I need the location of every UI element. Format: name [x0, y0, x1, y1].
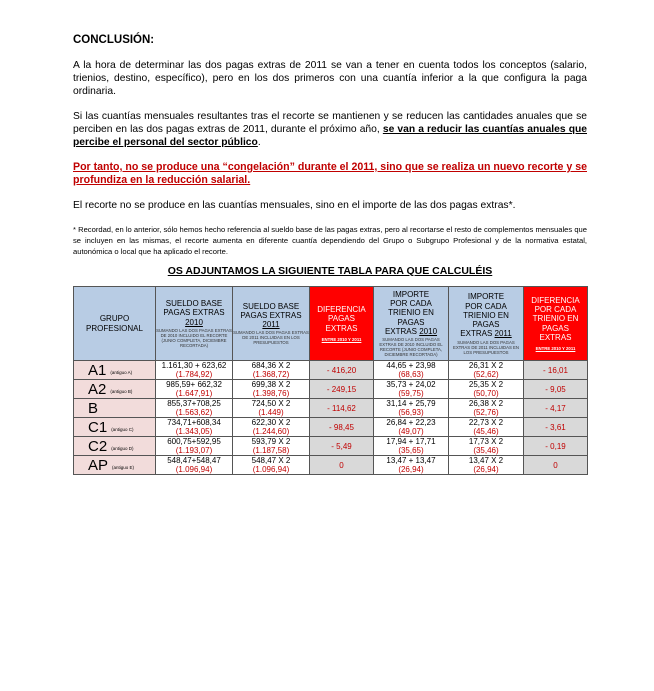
cell-trienio-2011	[449, 361, 524, 380]
header-diferencia	[310, 287, 374, 361]
table-row	[74, 418, 588, 437]
total: (1.244,60)	[252, 427, 290, 436]
header-subtext: ENTRE 2010 Y 2011	[321, 336, 362, 342]
paragraph-2-end: .	[257, 137, 261, 148]
cell-diferencia: - 98,45	[310, 418, 374, 437]
cell-diferencia-trienio: - 3,61	[524, 418, 588, 437]
cell-sueldo-2010	[156, 437, 233, 456]
value: 734,71+608,34	[167, 418, 221, 427]
total: (1.398,76)	[252, 389, 290, 398]
header-text: POR CADA	[534, 305, 577, 315]
cell-diferencia-trienio: 0	[524, 456, 588, 475]
header-text: PAGAS EXTRAS	[240, 310, 302, 320]
cell-diferencia: - 5,49	[310, 437, 374, 456]
header-text: DIFERENCIA	[317, 305, 366, 315]
value: 17,94 + 17,71	[386, 437, 436, 446]
cell-trienio-2010	[374, 399, 449, 418]
value: 1.161,30 + 623,62	[161, 361, 227, 370]
cell-trienio-2011	[449, 380, 524, 399]
header-text: IMPORTE	[392, 289, 430, 299]
group-name: B	[88, 399, 99, 417]
cell-diferencia: - 416,20	[310, 361, 374, 380]
total: (26,94)	[398, 465, 424, 474]
group-name: C1	[88, 418, 108, 436]
footnote: * Recordad, en lo anterior, sólo hemos hecho referencia al sueldo base de las pagas extras, pero al recortarse el resto de complementos mensuales que se incluyen en las mismas, el recorte aumenta en diferente cuantía dependiendo del Grupo o Subgrupo Profesional y de la normativa estatal, autonómica o local que ha aplicado el recorte.	[73, 225, 587, 256]
value: 35,73 + 24,02	[386, 380, 436, 389]
header-text: POR CADA	[465, 301, 507, 311]
value: 548,47+548,47	[167, 456, 221, 465]
value: 26,84 + 22,23	[386, 418, 436, 427]
group-former: (antiguo B)	[110, 388, 133, 394]
value: 44,65 + 23,98	[386, 361, 436, 370]
cell-diferencia: - 249,15	[310, 380, 374, 399]
paragraph-2-emphasis: se van a reducir las cuantías anuales que percibe el personal del sector público	[73, 124, 587, 148]
cell-sueldo-2011	[233, 437, 310, 456]
table-row	[74, 456, 588, 475]
header-text: PROFESIONAL	[86, 323, 143, 333]
cell-sueldo-2011	[233, 361, 310, 380]
group-former: (antiguo C)	[111, 426, 134, 432]
header-text: SUELDO BASE	[165, 299, 223, 309]
value: 31,14 + 25,79	[386, 399, 436, 408]
value: 855,37+708,25	[167, 399, 221, 408]
value: 684,36 X 2	[251, 361, 291, 370]
total: (1.187,58)	[252, 446, 290, 455]
value: 600,75+592,95	[167, 437, 221, 446]
value: 26,38 X 2	[468, 399, 504, 408]
header-text: PAGAS EXTRAS	[163, 308, 225, 318]
total: (52,76)	[473, 408, 499, 417]
table-title: OS ADJUNTAMOS LA SIGUIENTE TABLA PARA QUE CALCULÉIS	[167, 265, 493, 277]
cell-diferencia-trienio: - 0,19	[524, 437, 588, 456]
cell-trienio-2010	[374, 456, 449, 475]
cell-group	[74, 361, 156, 380]
conclusion-heading: CONCLUSIÓN:	[73, 34, 155, 46]
paragraph-4: El recorte no se produce en las cuantías mensuales, sino en el importe de las dos pagas extras*.	[73, 200, 516, 211]
header-text: TRIENIO EN	[463, 310, 509, 320]
total: (35,46)	[473, 446, 499, 455]
cell-diferencia: - 114,62	[310, 399, 374, 418]
cell-trienio-2011	[449, 399, 524, 418]
cell-group	[74, 456, 156, 475]
total: (26,94)	[473, 465, 499, 474]
header-subtext: SUMANDO LAS DOS PAGAS EXTRAS DE 2010 INCLUIDO EL RECORTE (JUNIO COMPLETA, DICIEMBRE RECORTADA)	[379, 337, 443, 357]
cell-sueldo-2011	[233, 418, 310, 437]
header-text: 2011	[494, 329, 512, 339]
value: 17,73 X 2	[468, 437, 504, 446]
cell-trienio-2011	[449, 437, 524, 456]
value: 985,59+ 662,32	[166, 380, 222, 389]
cell-sueldo-2011	[233, 399, 310, 418]
header-text: PAGAS	[328, 314, 355, 324]
table-row	[74, 380, 588, 399]
table-row	[74, 399, 588, 418]
header-sueldo-2011	[233, 287, 310, 361]
value: 13,47 X 2	[468, 456, 504, 465]
cell-trienio-2010	[374, 437, 449, 456]
header-grupo	[74, 287, 156, 361]
total: (1.647,91)	[175, 389, 213, 398]
value: 548,47 X 2	[251, 456, 291, 465]
header-text: PAGAS	[397, 317, 425, 327]
total: (59,75)	[398, 389, 424, 398]
header-text: EXTRAS	[384, 326, 417, 336]
group-name: AP	[88, 456, 109, 474]
total: (35,65)	[398, 446, 424, 455]
header-text: PAGAS	[472, 320, 500, 330]
paragraph-2-text: Si las cuantías mensuales resultantes tras el recorte se mantienen y se reducen las cantidades anuales que se perciben en las dos pagas extras de 2011, durante el próximo año,	[73, 111, 587, 135]
group-former: (antiguo D)	[111, 445, 134, 451]
cell-diferencia: 0	[310, 456, 374, 475]
cell-group	[74, 437, 156, 456]
cell-sueldo-2010	[156, 399, 233, 418]
header-text: PAGAS	[542, 323, 569, 333]
total: (1.368,72)	[252, 370, 290, 379]
total: (49,07)	[398, 427, 424, 436]
cell-diferencia-trienio: - 16,01	[524, 361, 588, 380]
group-former: (antiguo A)	[110, 369, 133, 375]
header-text: EXTRAS	[325, 323, 358, 333]
cell-trienio-2010	[374, 418, 449, 437]
header-subtext: SUMANDO LAS DOS PAGAS EXTRAS DE 2011 INCLUIDAS EN LOS PRESUPUESTOS	[233, 330, 309, 346]
header-text: TRIENIO EN	[532, 314, 579, 324]
header-sueldo-2010	[156, 287, 233, 361]
cell-trienio-2010	[374, 380, 449, 399]
total: (1.096,94)	[252, 465, 290, 474]
header-text: IMPORTE	[467, 292, 505, 302]
header-text: EXTRAS	[460, 329, 493, 339]
header-text: POR CADA	[390, 299, 432, 309]
group-former: (antiguo E)	[112, 464, 135, 470]
header-subtext: SUMANDO LAS DOS PAGAS EXTRAS DE 2010 INCLUIDO EL RECORTE (JUNIO COMPLETA, DICIEMBRE RECORTADA)	[156, 327, 232, 348]
value: 699,38 X 2	[251, 380, 291, 389]
cell-group	[74, 418, 156, 437]
group-name: C2	[88, 437, 108, 455]
total: (1.193,07)	[175, 446, 213, 455]
value: 25,35 X 2	[468, 380, 504, 389]
salary-table	[73, 286, 588, 475]
value: 622,30 X 2	[251, 418, 291, 427]
cell-sueldo-2011	[233, 456, 310, 475]
header-text: 2011	[262, 320, 280, 330]
value: 13,47 + 13,47	[386, 456, 436, 465]
group-name: A1	[88, 361, 107, 379]
total: (1.784,92)	[175, 370, 213, 379]
header-subtext: SUMANDO LAS DOS PAGAS EXTRAS DE 2011 INCLUIDAS EN LOS PRESUPUESTOS	[452, 339, 520, 355]
total: (56,93)	[398, 408, 424, 417]
cell-trienio-2011	[449, 418, 524, 437]
paragraph-1: A la hora de determinar las dos pagas extras de 2011 se van a tener en cuenta todos los conceptos (salario, trienios, destino, específico), pero en los dos primeros con una cuantía inferior a la que configura la paga ordinaria.	[73, 60, 587, 97]
header-diferencia-trienio	[524, 287, 588, 361]
paragraph-3-warning: Por tanto, no se produce una “congelación” durante el 2011, sino que se realiza un nuevo recorte y se profundiza en la reducción salarial.	[73, 161, 587, 186]
cell-trienio-2010	[374, 361, 449, 380]
header-text: DIFERENCIA	[531, 295, 580, 305]
header-subtext: ENTRE 2010 Y 2011	[535, 346, 576, 351]
value: 26,31 X 2	[468, 361, 504, 370]
total: (1.096,94)	[175, 465, 213, 474]
header-text: 2010	[185, 317, 203, 327]
cell-trienio-2011	[449, 456, 524, 475]
header-text: EXTRAS	[539, 332, 572, 342]
document-page	[73, 34, 587, 475]
paragraph-2	[73, 110, 587, 149]
total: (1.449)	[258, 408, 284, 417]
cell-sueldo-2010	[156, 380, 233, 399]
total: (1.563,62)	[175, 408, 213, 417]
total: (52,62)	[473, 370, 499, 379]
cell-sueldo-2010	[156, 456, 233, 475]
cell-diferencia-trienio: - 4,17	[524, 399, 588, 418]
group-name: A2	[88, 380, 107, 398]
total: (50,70)	[473, 389, 499, 398]
cell-sueldo-2011	[233, 380, 310, 399]
header-text: TRIENIO EN	[388, 308, 434, 318]
cell-diferencia-trienio: - 9,05	[524, 380, 588, 399]
table-row	[74, 437, 588, 456]
value: 22,73 X 2	[468, 418, 504, 427]
cell-sueldo-2010	[156, 418, 233, 437]
table-body	[74, 361, 588, 475]
cell-group	[74, 399, 156, 418]
total: (1.343,05)	[175, 427, 213, 436]
header-trienio-2010	[374, 287, 449, 361]
header-text: 2010	[419, 326, 438, 336]
value: 724,50 X 2	[251, 399, 291, 408]
header-trienio-2011	[449, 287, 524, 361]
cell-sueldo-2010	[156, 361, 233, 380]
header-text: GRUPO	[99, 314, 130, 324]
total: (68,63)	[398, 370, 424, 379]
value: 593,79 X 2	[251, 437, 291, 446]
total: (45,46)	[473, 427, 499, 436]
table-row	[74, 361, 588, 380]
cell-group	[74, 380, 156, 399]
header-text: SUELDO BASE	[242, 301, 300, 311]
